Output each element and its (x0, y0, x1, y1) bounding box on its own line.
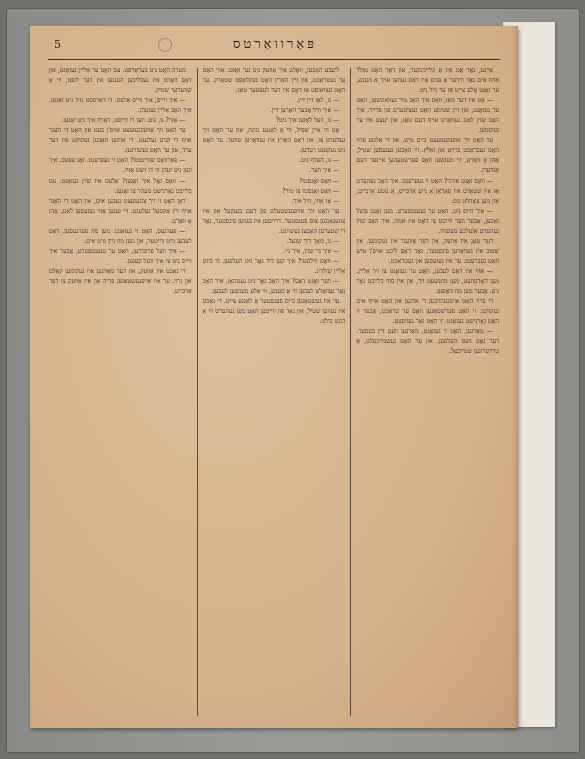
paragraph: אָט ווי איין שפּיל, ווי אַ לאַנגע נגינה, און ער האָט זיך געהערט צו, און דאָס האַרץ איז געוואָרען שווער. ער האָט ניט געקענט רעדען. (202, 127, 346, 155)
paragraph: ליעבע האַבען, וואָלט איך אַוועק ניט גע־ זאָגט. אַזוי האָט ער געטראַכט, און זיין האַרץ האָט געקלאַפּט שטאַרק. ער האָט געוואוסט אַז דאָס איז דער לעצטער טאָג. (202, 67, 346, 95)
paragraph: — וואָס ווילסטו? איך קען דיר גאָר ניט העלפען. דו ביזט אַליין שולדיג. (202, 257, 346, 275)
newspaper-page (30, 26, 518, 728)
paragraph: — נו, מאָך דיך שנעל. (286, 237, 340, 245)
paragraph: — נו, העלף ניט. (299, 157, 340, 165)
paragraph: די נאַכט איז אַוועק, און דער מאָרגען איז געקומען קאַלט און גרוי. ער איז אויפגעשטאַנען פריה און איז אַוועק צו דער אַרבייט. (48, 267, 192, 296)
paragraph: ער האָט זיך אויפגעשטעלט פון דעם בענקעל און איז צוגעגאַנגען צום פענסטער. דרויסען איז געווען פינסטער, נאָר די שטערען האָבען געשיינט. (202, 207, 346, 235)
paragraph: אייגע, נאָר אָט איז אַ קליינינקער, און דאָך האָט נאַלד אויף אים נאָר ווידער אַ פּנים איז דאָס געווען אויך אַ מענש, ער זאָגט אַלע צייט אַז ער וויל ניט. (356, 67, 499, 95)
column-middle (198, 66, 351, 718)
paragraph: — אַזוי איז דאָס לעבען, האָט ער געזאָגט צו זיך אַליין. מען האָרעוועט, מען מוטשעט זיך, און אין סוף בלייבט גאָר ניט. אָבער מען מוז האָפען. (356, 267, 499, 296)
library-stamp (158, 38, 172, 52)
paragraph: — איך גיי שוין, איך גיי. (282, 247, 340, 255)
paragraph: — ווער זאָגט דאָס? איך האָב גאָר ניט געטהאָן. איך האָב נאָר געוואָלט לעבען ווי אַ מענש, ווי אַלע מענשען לעבען. (202, 277, 346, 296)
paragraph: ער האָט זיך אוועקגעזעצט ביים טיש, און די אַלטע פרוי האָט געבראַכט ברויט און זאַלץ. זיי האָבען געגעסען שטיל, אָהן אַ וואָרט, ווי מענשען וואָס פערשטעהען איינער דעם אַנדערן. (356, 137, 499, 175)
column-left (44, 66, 197, 718)
paragraph: מערה האָט ניט בעדאַרפט. עס האָט ער אַליין געזאָגט, און דאָס וואָרט איז געבליבען הענגען אין דער לופט, ווי אַ שווערער שטיין. (48, 67, 192, 95)
paragraph: — אָט איז דער מאַן, וואָס איך האָב מיר געוואונשען, האָט ער געזאָגט, און זיין שטימע האָט געציטערט פון פרייד. איך האָב שוין לאַנג געוואָרט אויף דעם טאָג, און יעצט איז ער געקומען. (356, 97, 499, 135)
paragraph: — אַז אַזוי, וויל איך. (291, 197, 340, 205)
paragraph: — איך ווייס, איך ווייס אַלעס. דו דאַרפסט מיר ניט זאָגען. איך האָב אַליין געזעהן. (48, 97, 192, 115)
paragraph: — וואָס זאָגט איהר? האָט זי געפרעגט. איך האָב געהערט אַז אין שטאָדט איז פאַראַן אַ נייע אַרבייט, אַ גוטע אַרבייט, און מען צאָהלט גוט. (356, 177, 499, 205)
paragraph: — פאַרוואָס שווייגסטו? האָט זי געפרעגט. זאָג עפּעס. איך קען ניט זעהן ווי דו זיצט אַזוי. (48, 157, 192, 175)
paragraph: — נו, לאָז זיין זיין. (296, 97, 340, 105)
paragraph: — וואָס זאָל איך זאָגען? אַלעס איז שוין געזאָגט. עס בלייבט גאָרנישט מעהר צו זאָגען. (48, 177, 192, 195)
column-right (351, 66, 504, 718)
page-number: 5 (54, 38, 61, 51)
paragraph: — איך ווער. (309, 167, 340, 175)
paragraph: — מאָרגען, האָט זי געזאָגט, מאָרגען וועט זיין בעסער. דער גאָט וועט העלפען. און ער האָט געשמייכעלט, אַ טרויעריגען שמייכעל. (356, 328, 499, 356)
paragraph: — וואָס זאָגסטו? (299, 177, 340, 185)
text-columns (44, 66, 504, 718)
paragraph: — וואָס זאָגסטו צו מיר? (282, 187, 340, 195)
page-header (30, 34, 518, 56)
paragraph: — אַזוי? נו, גוט. ווען דו ווייסט, דאַרף איך ניט זאָגען. (61, 117, 186, 125)
paragraph: ער איז געשטאַנען ביים פענסטער אַ לאַנגע צייט. די נאַכט איז געווען שטיל, און נאָר פון ווייטען האָט מען געהערט ווי אַ הונט בילט. (202, 298, 346, 326)
paragraph: דער טאָג איז אַוועק, און דער אָווענד איז געקומען. אין שטוב איז געוואָרען פינסטער, נאָר דאָס ליכט אויפ'ן טיש האָט געברענט. ער איז געזעסען און געטראַכט. (356, 237, 499, 265)
header-rule (48, 59, 500, 60)
paragraph: — פערגעס, האָט זי געזאָגט. מען מוז פערגעסען. דאָס לעבען גייט ווייטער, און מען מוז גיין מיט אים. (48, 227, 192, 245)
paragraph: ער האָט זיך אַוועקגעזעצט אויפ'ן בעט און האָט די הענד אויף די קניע געלעגט. די אויגען האָבען געקוקט אין דער ערד, און ער האָט געשוויגען. (48, 127, 192, 155)
paragraph: — איך וועל פרובירען, האָט ער געענטפערט, אָבער איך ווייס ניט צי איך וועל קענען. (48, 247, 192, 265)
paragraph: די פרוי האָט אויפגעהויבען די אויגען און האָט אויף אים געקוקט. זי האָט פערשטאַנען וואָס ער טראַכט, אָבער זי האָט גאָרנישט געזאָגט. זי האָט נאָר געזיפצט. (356, 298, 499, 326)
paragraph: — נו, וועל לאָזען איך ניט? (275, 117, 340, 125)
page-edge (512, 26, 518, 728)
paragraph: — איך וויל אָבער האָרען זיין. (270, 107, 340, 115)
paragraph: — איך ווייס ניט, האָט ער געענטפערט. מען זאָגט פיעל זאַכען, אָבער ווער ווייסט צי דאָס איז אמת. איך האָב שוין געהערט אַזעלכע מעשות. (356, 207, 499, 235)
paragraph: דאַן האָט זי זיך צוגעזעצט נעבען אים, און האָט די האַנד אויף זיין אַקסעל געלעגט. זיי זענען אַזוי געזעסען לאַנג, אָהן אַ וואָרט. (48, 197, 192, 225)
newspaper-title: פּאַרוואַרטס (232, 37, 318, 52)
